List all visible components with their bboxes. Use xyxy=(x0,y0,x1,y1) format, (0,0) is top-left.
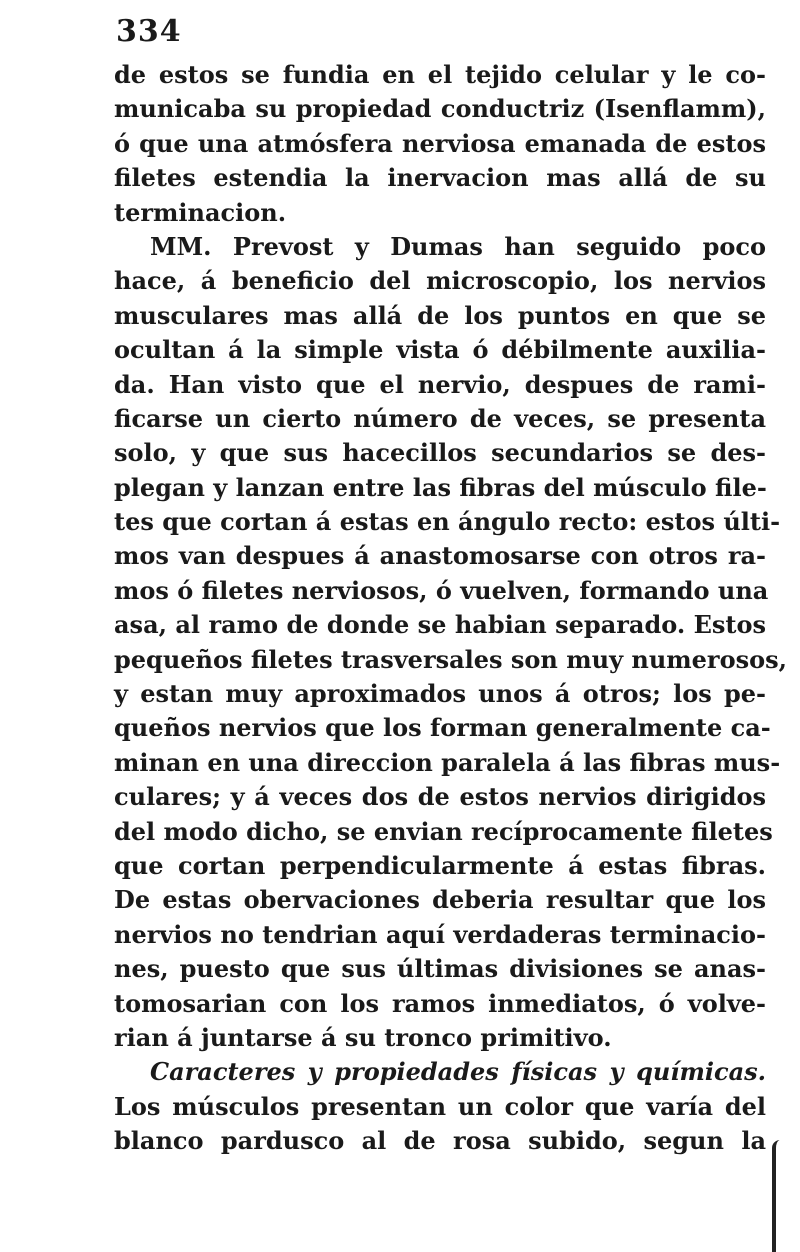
page-body-text xyxy=(114,58,787,1159)
text-line: culares; y á veces dos de estos nervios dirigidos xyxy=(114,782,766,812)
text-line: ficarse un cierto número de veces, se presenta xyxy=(114,403,766,433)
text-line: ó que una atmósfera nerviosa emanada de estos xyxy=(114,128,766,158)
text-line: terminacion. xyxy=(114,197,287,227)
text-line: tomosarian con los ramos inmediatos, ó volve- xyxy=(114,988,766,1018)
text-line: asa, al ramo de donde se habian separado. Estos xyxy=(114,610,766,640)
text-line: plegan y lanzan entre las fibras del músculo file- xyxy=(114,472,767,502)
text-line: pequeños filetes trasversales son muy numerosos, xyxy=(114,644,787,674)
text-line: nervios no tendrian aquí verdaderas terminacio- xyxy=(114,919,766,949)
text-line: filetes estendia la inervacion mas allá de su xyxy=(114,163,766,193)
text-line: municaba su propiedad conductriz (Isenflamm), xyxy=(114,94,766,124)
text-line: da. Han visto que el nervio, despues de rami- xyxy=(114,369,766,399)
text-line: tes que cortan á estas en ángulo recto: estos últi- xyxy=(114,507,781,537)
text-line: MM. Prevost y Dumas han seguido poco xyxy=(150,231,766,261)
text-line: musculares mas allá de los puntos en que se xyxy=(114,300,766,330)
text-line: que cortan perpendicularmente á estas fibras. xyxy=(114,850,766,880)
text-line: blanco pardusco al de rosa subido, segun la xyxy=(114,1126,766,1156)
text-line: y estan muy aproximados unos á otros; los pe- xyxy=(114,679,766,709)
text-line: minan en una direccion paralela á las fibras mus- xyxy=(114,747,781,777)
text-line: queños nervios que los forman generalmente ca- xyxy=(114,713,771,743)
section-heading: Caracteres y propiedades físicas y químicas. xyxy=(150,1057,766,1087)
text-line: Los músculos presentan un color que varía del xyxy=(114,1091,766,1121)
page-number: 334 xyxy=(116,14,182,49)
page-edge-mark xyxy=(772,1140,786,1252)
text-line: ocultan á la simple vista ó débilmente auxilia- xyxy=(114,335,766,365)
text-line: hace, á beneficio del microscopio, los nervios xyxy=(114,266,766,296)
text-line: mos van despues á anastomosarse con otros ra- xyxy=(114,541,766,571)
text-line: rian á juntarse á su tronco primitivo. xyxy=(114,1022,612,1052)
text-line: nes, puesto que sus últimas divisiones se anas- xyxy=(114,954,766,984)
text-line: De estas obervaciones deberia resultar que los xyxy=(114,885,766,915)
text-line: del modo dicho, se envian recíprocamente filetes xyxy=(114,816,773,846)
text-line: mos ó filetes nerviosos, ó vuelven, formando una xyxy=(114,575,769,605)
text-line: solo, y que sus hacecillos secundarios se des- xyxy=(114,438,766,468)
text-line: de estos se fundia en el tejido celular y le co- xyxy=(114,60,766,89)
